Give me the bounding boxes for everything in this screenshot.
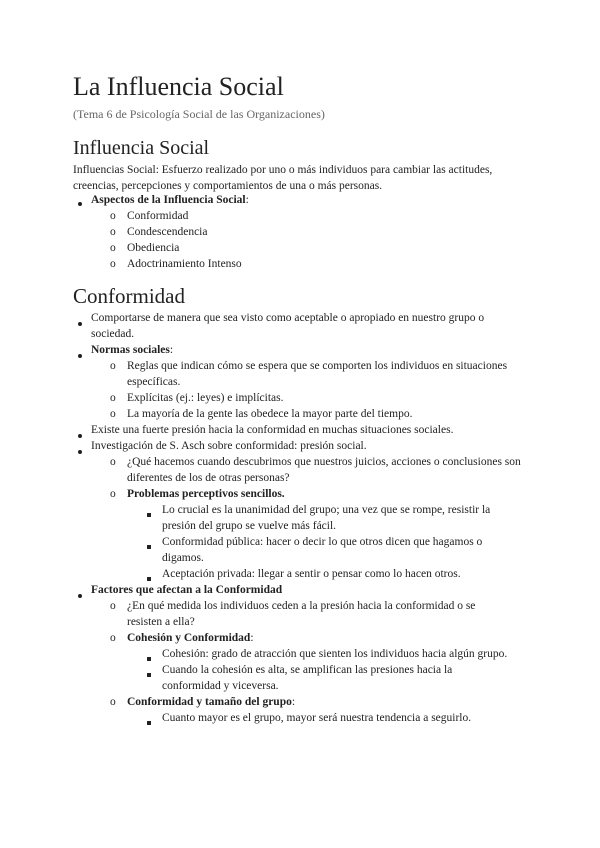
circle-bullet-icon: o <box>110 408 116 420</box>
conformidad-definition: Comportarse de manera que sea visto como aceptable o apropiado en nuestro grupo o sociedad. <box>91 312 485 340</box>
square-bullet-icon <box>147 506 151 522</box>
asch-question: ¿Qué hacemos cuando descubrimos que nuestros juicios, acciones o conclusiones son diferentes de los de otras personas? <box>127 456 521 484</box>
problemas-label: Problemas perceptivos sencillos. <box>127 488 285 500</box>
normas-item-mayoria: La mayoría de la gente las obedece la mayor parte del tiempo. <box>127 408 413 420</box>
aspect-item-obediencia: Obediencia <box>127 242 180 254</box>
tamano-suffix: : <box>291 696 296 708</box>
circle-bullet-icon: o <box>110 456 116 468</box>
circle-bullet-icon: o <box>110 392 116 404</box>
aspect-item-condescendencia: Condescendencia <box>127 226 208 238</box>
bullet-icon <box>78 587 82 603</box>
aspect-item-adoctrinamiento: Adoctrinamiento Intenso <box>127 258 242 270</box>
cohesion-item-definicion: Cohesión: grado de atracción que sienten los individuos hacia algún grupo. <box>162 648 508 660</box>
square-bullet-icon <box>147 714 151 730</box>
normas-item <box>91 342 173 358</box>
aspects-item <box>91 192 249 208</box>
cohesion-suffix: : <box>250 632 254 644</box>
tamano-item <box>127 694 295 710</box>
cohesion-item-alta: Cuando la cohesión es alta, se amplifican las presiones hacia la conformidad y viceversa. <box>162 664 453 692</box>
circle-bullet-icon: o <box>110 210 116 222</box>
bullet-icon <box>78 347 82 363</box>
problemas-item-publica: Conformidad pública: hacer o decir lo que otros dicen que hagamos o digamos. <box>162 536 483 564</box>
circle-bullet-icon: o <box>110 600 116 612</box>
normas-suffix: : <box>169 344 174 356</box>
tamano-item-mayor: Cuanto mayor es el grupo, mayor será nuestra tendencia a seguirlo. <box>162 712 472 724</box>
aspects-suffix: : <box>245 194 249 206</box>
circle-bullet-icon: o <box>110 258 116 270</box>
section-heading-influencia: Influencia Social <box>73 137 210 159</box>
circle-bullet-icon: o <box>110 226 116 238</box>
circle-bullet-icon: o <box>110 696 116 708</box>
tamano-label: Conformidad y tamaño del grupo <box>127 696 292 708</box>
problemas-item-unanimidad: Lo crucial es la unanimidad del grupo; una vez que se rompe, resistir la presión del grupo se vuelve más fácil. <box>162 504 491 532</box>
intro-paragraph: Influencias Social: Esfuerzo realizado por uno o más individuos para cambiar las actitudes, creencias, percepciones y comportamientos de una o más personas. <box>73 164 493 192</box>
section-heading-conformidad: Conformidad <box>73 284 185 308</box>
document-subtitle: (Tema 6 de Psicología Social de las Organizaciones) <box>73 107 325 121</box>
factores-question: ¿En qué medida los individuos ceden a la presión hacia la conformidad o se resisten a ella? <box>127 600 476 628</box>
document-title: La Influencia Social <box>73 72 284 101</box>
bullet-icon <box>78 315 82 331</box>
factores-label: Factores que afectan a la Conformidad <box>91 584 283 596</box>
circle-bullet-icon: o <box>110 632 116 644</box>
aspects-label: Aspectos de la Influencia Social <box>91 194 246 206</box>
circle-bullet-icon: o <box>110 360 116 372</box>
normas-item-reglas: Reglas que indican cómo se espera que se comporten los individuos en situaciones específicas. <box>127 360 508 388</box>
aspect-item-conformidad: Conformidad <box>127 210 189 222</box>
bullet-icon <box>78 195 82 211</box>
normas-item-explicitas: Explícitas (ej.: leyes) e implícitas. <box>127 392 284 404</box>
presion-item: Existe una fuerte presión hacia la conformidad en muchas situaciones sociales. <box>91 424 454 436</box>
problemas-item-privada: Aceptación privada: llegar a sentir o pensar como lo hacen otros. <box>162 568 461 580</box>
square-bullet-icon <box>147 666 151 682</box>
square-bullet-icon <box>147 650 151 666</box>
asch-item: Investigación de S. Asch sobre conformidad: presión social. <box>91 440 367 452</box>
bullet-icon <box>78 443 82 459</box>
circle-bullet-icon: o <box>110 242 116 254</box>
cohesion-label: Cohesión y Conformidad <box>127 632 251 644</box>
bullet-icon <box>78 427 82 443</box>
normas-label: Normas sociales <box>91 344 170 356</box>
circle-bullet-icon: o <box>110 488 116 500</box>
square-bullet-icon <box>147 538 151 554</box>
cohesion-item <box>127 630 254 646</box>
